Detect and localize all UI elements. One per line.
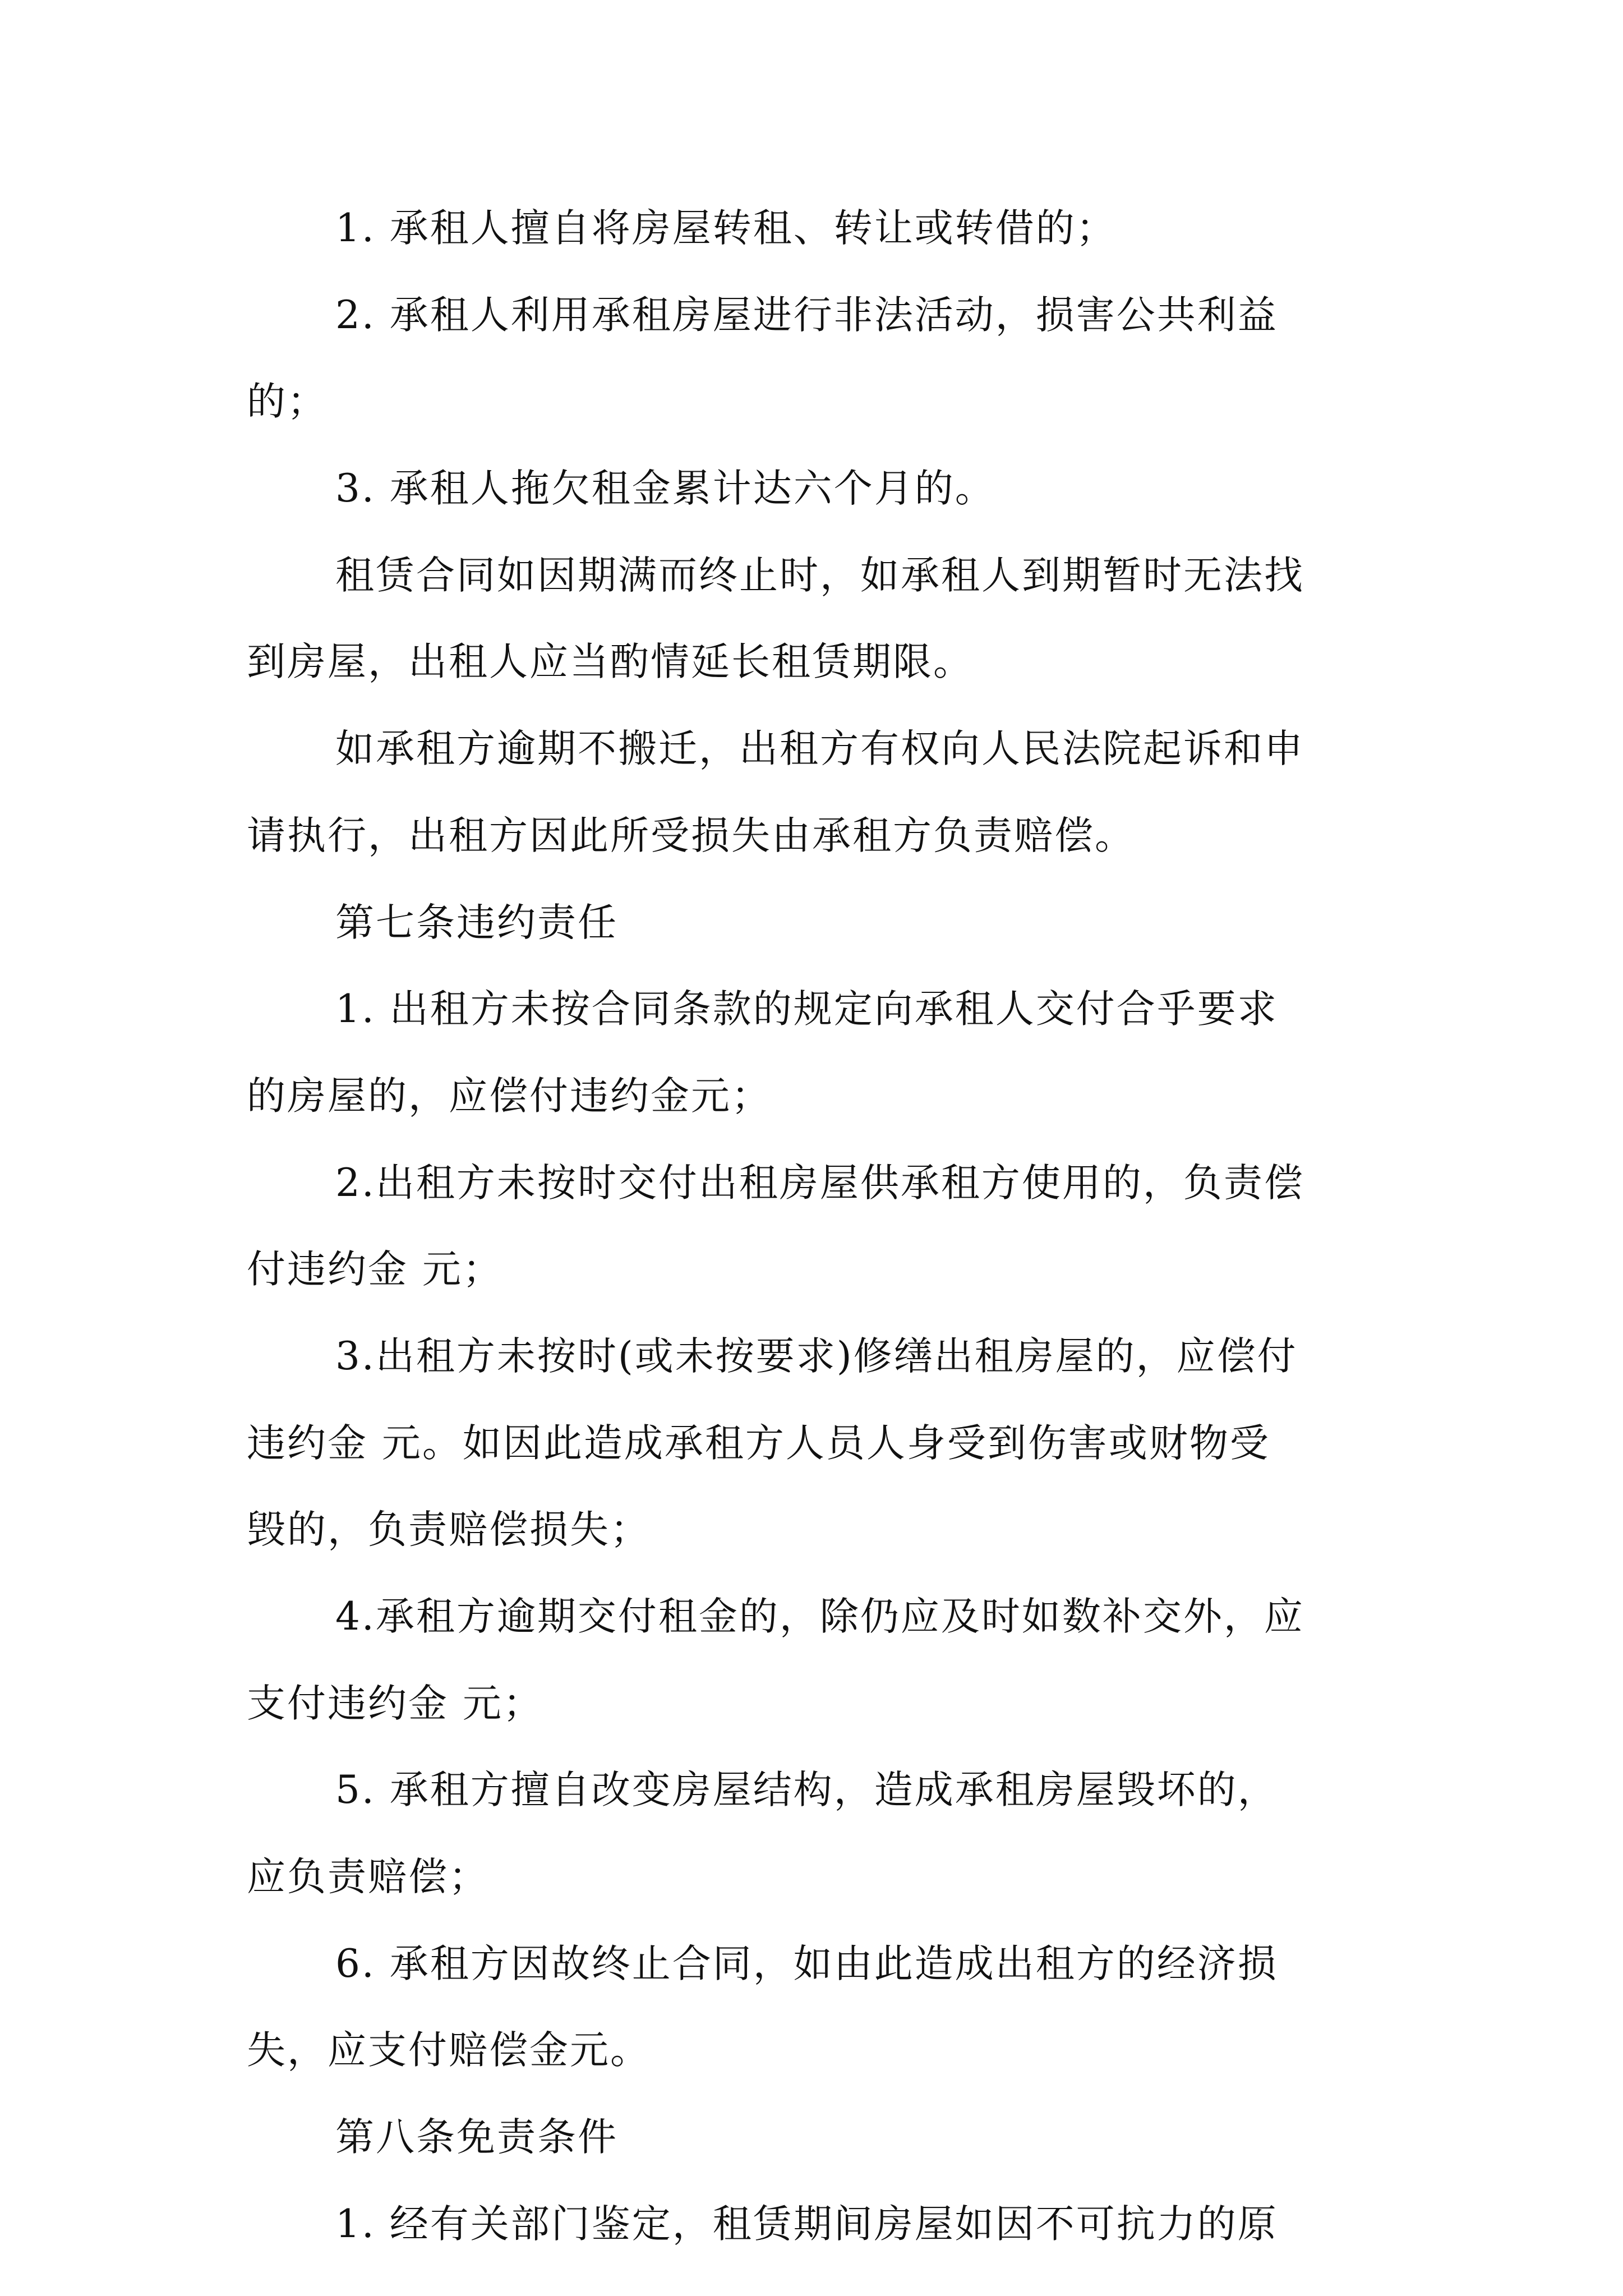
text-line: 1. 承租人擅自将房屋转租、转让或转借的； xyxy=(335,206,1117,251)
text-line: 4.承租方逾期交付租金的，除仍应及时如数补交外，应 xyxy=(335,1594,1304,1639)
text-line: 1. 出租方未按合同条款的规定向承租人交付合乎要求 xyxy=(335,987,1278,1032)
text-line: 支付违约金 元； xyxy=(247,1681,543,1726)
text-line: 5. 承租方擅自改变房屋结构，造成承租房屋毁坏的， xyxy=(335,1768,1278,1813)
text-line: 的； xyxy=(247,379,328,425)
text-line: 请执行，出租方因此所受损失由承租方负责赔偿。 xyxy=(247,813,1135,858)
text-line: 租赁合同如因期满而终止时，如承租人到期暂时无法找 xyxy=(335,553,1304,598)
section-heading: 第七条违约责任 xyxy=(335,900,618,945)
text-line: 付违约金 元； xyxy=(247,1247,503,1292)
text-line: 3.出租方未按时(或未按要求)修缮出租房屋的，应偿付 xyxy=(335,1333,1298,1379)
text-line: 2. 承租人利用承租房屋进行非法活动，损害公共利益 xyxy=(335,292,1278,338)
text-line: 如承租方逾期不搬迁，出租方有权向人民法院起诉和申 xyxy=(335,726,1304,772)
text-line: 3. 承租人拖欠租金累计达六个月的。 xyxy=(335,466,995,512)
text-line: 失，应支付赔偿金元。 xyxy=(247,2028,651,2073)
text-line: 毁的，负责赔偿损失； xyxy=(247,1507,651,1553)
text-line: 到房屋，出租人应当酌情延长租赁期限。 xyxy=(247,639,974,685)
document-body xyxy=(247,185,1385,2268)
text-line: 6. 承租方因故终止合同，如由此造成出租方的经济损 xyxy=(335,1941,1278,1986)
section-heading: 第八条免责条件 xyxy=(335,2115,618,2160)
text-line: 违约金 元。如因此造成承租方人员人身受到伤害或财物受 xyxy=(247,1420,1270,1466)
text-line: 1. 经有关部门鉴定，租赁期间房屋如因不可抗力的原 xyxy=(335,2201,1278,2247)
text-line: 应负责赔偿； xyxy=(247,1855,489,1900)
text-line: 的房屋的，应偿付违约金元； xyxy=(247,1073,772,1119)
text-line: 2.出租方未按时交付出租房屋供承租方使用的，负责偿 xyxy=(335,1160,1304,1205)
